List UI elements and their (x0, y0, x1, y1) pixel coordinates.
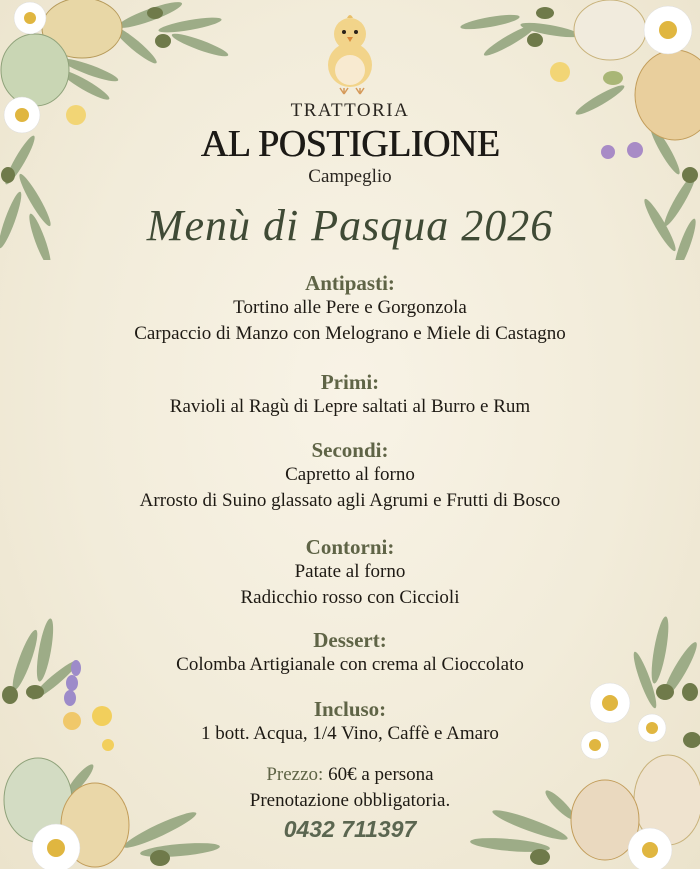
section-heading: Contorni: (305, 535, 395, 559)
section-heading: Primi: (320, 370, 380, 394)
section-heading: Incluso: (313, 697, 387, 721)
section-primi (0, 370, 700, 420)
menu-item: 1 bott. Acqua, 1/4 Vino, Caffè e Amaro (201, 723, 499, 744)
chick-illustration (318, 10, 382, 96)
menu-item: Patate al forno (294, 561, 406, 582)
menu-item: Capretto al forno (285, 464, 415, 485)
price-footer (0, 762, 700, 844)
section-heading: Secondi: (311, 438, 389, 462)
menu-title: Menù di Pasqua 2026 (146, 201, 554, 250)
section-heading: Antipasti: (305, 271, 395, 295)
menu-item: Arrosto di Suino glassato agli Agrumi e Frutti di Bosco (139, 490, 561, 511)
section-secondi (0, 438, 700, 514)
menu-item: Colomba Artigianale con crema al Cioccolato (176, 654, 524, 675)
menu-item: Carpaccio di Manzo con Melograno e Miele di Castagno (134, 323, 566, 344)
section-incluso (0, 697, 700, 747)
price-label: Prezzo: (266, 764, 324, 785)
restaurant-location: Campeglio (308, 166, 392, 187)
menu-item: Ravioli al Ragù di Lepre saltati al Burro e Rum (169, 396, 531, 417)
menu-item: Radicchio rosso con Ciccioli (240, 587, 460, 608)
section-contorni (0, 535, 700, 611)
trattoria-label: TRATTORIA (290, 100, 410, 121)
restaurant-name: AL POSTIGLIONE (200, 123, 500, 165)
section-dessert (0, 628, 700, 678)
reservation-note: Prenotazione obbligatoria. (249, 790, 451, 811)
price-value: 60€ a persona (323, 764, 434, 785)
phone-number[interactable]: 0432 711397 (283, 816, 417, 842)
section-heading: Dessert: (313, 628, 387, 652)
menu-item: Tortino alle Pere e Gorgonzola (233, 297, 467, 318)
price-line (0, 762, 700, 788)
section-antipasti (0, 271, 700, 347)
